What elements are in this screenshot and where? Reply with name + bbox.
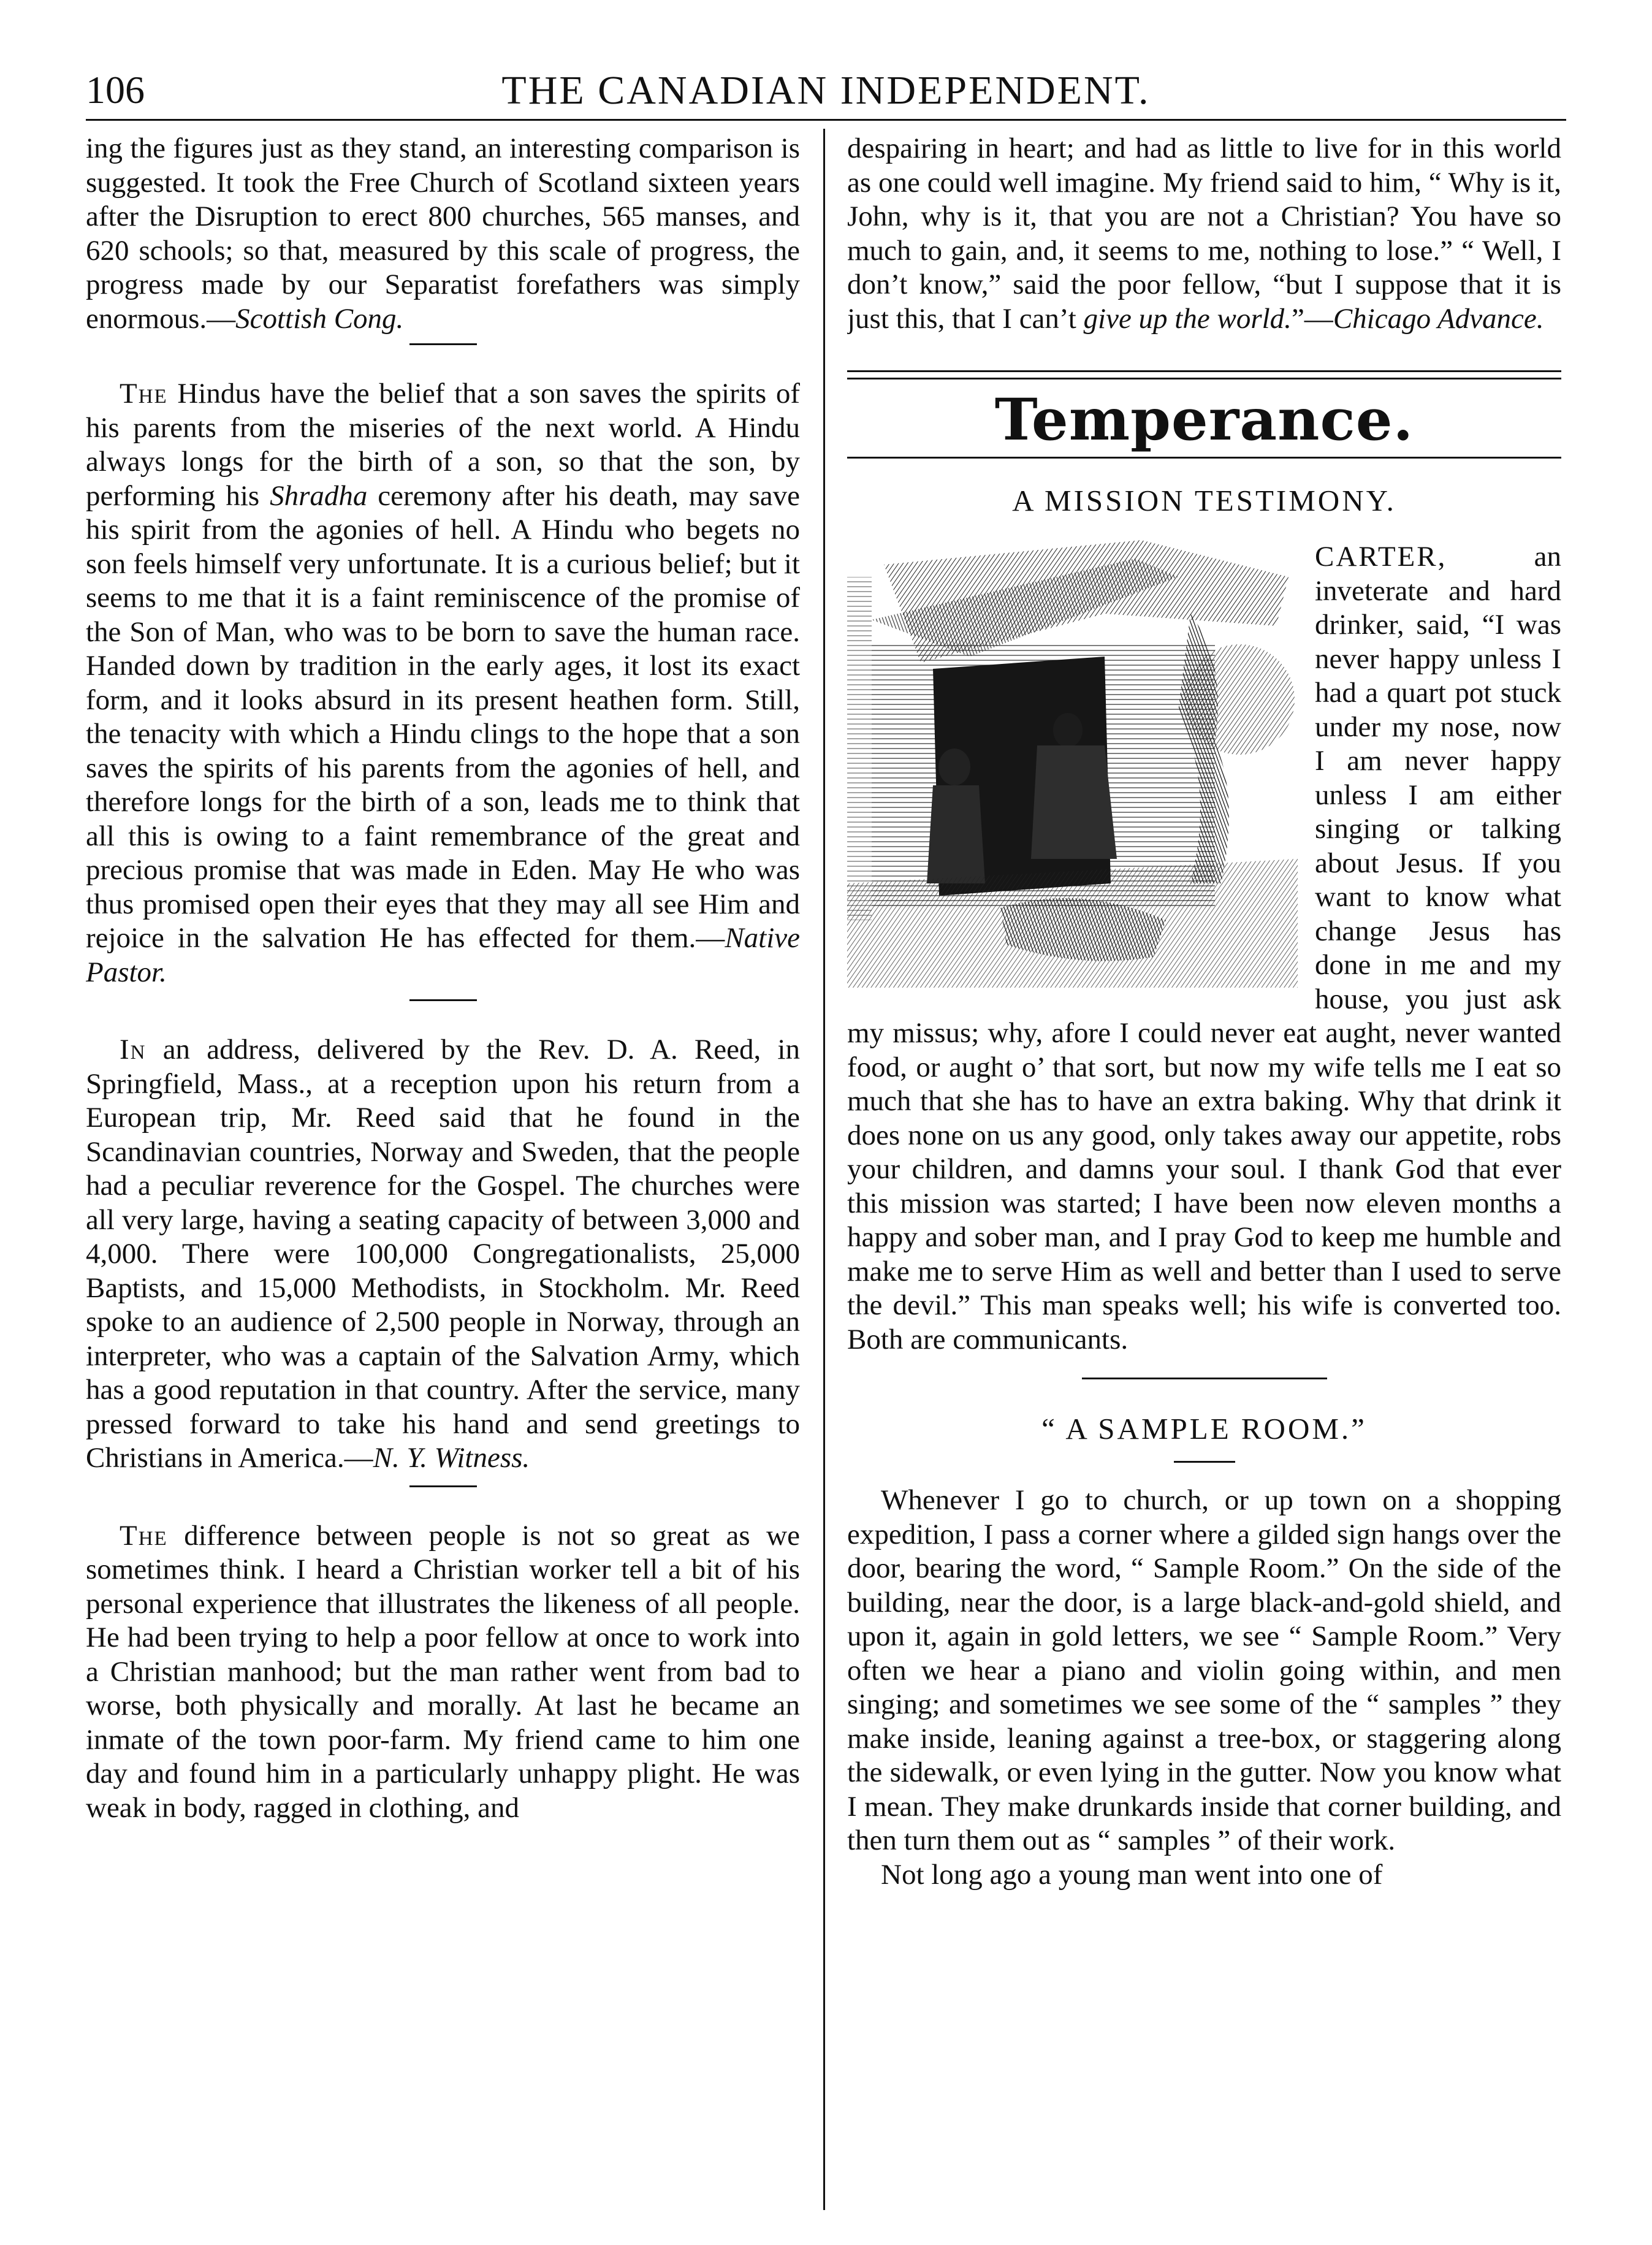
section-rule xyxy=(409,343,477,345)
section-title-temperance: Temperance. xyxy=(994,386,1414,454)
header-rule xyxy=(86,119,1566,121)
journal-title: THE CANADIAN INDEPENDENT. xyxy=(501,68,1151,113)
right-column xyxy=(847,132,1561,2216)
paragraph-sample-room: Whenever I go to church, or up town on a shopping expedition, I pass a corner where a gilded sign hangs over the door, bearing the word, “ Sample Room.” On the side of the building, near the door, is a large black-and-gold shield, and upon it, again in gold letters, we see “ Sample Room.” Very often we hear a piano and violin going within, and men singing; and sometimes we see some of the “ samples ” they make inside, leaning against a tree-box, or staggering along the sidewalk, or even lying in the gutter. Now you know what I mean. They make drunkards inside that corner building, and then turn them out as “ samples ” of their work. xyxy=(847,1484,1561,1856)
newspaper-page xyxy=(86,49,1566,2213)
section-rule xyxy=(1082,1378,1327,1379)
double-rule xyxy=(847,370,1561,379)
article-title-sample-room: “ A SAMPLE ROOM.” xyxy=(1041,1412,1367,1446)
left-column xyxy=(86,132,800,2216)
page-header xyxy=(86,49,1566,123)
engraving-illustration xyxy=(847,540,1298,988)
paragraph-difference: The difference between people is not so great as we sometimes think. I heard a Christian worker tell a bit of his personal experience that illustrates the likeness of all people. He had been trying to help a poor fellow at once to work into a Christian manhood; but the man rather went from bad to worse, both physically and morally. At last he became an inmate of the town poor-farm. My friend came to him one day and found him in a particularly unhappy plight. He was weak in body, ragged in clothing, and xyxy=(86,1519,800,1824)
paragraph-hindus: The Hindus have the belief that a son saves the spirits of his parents from the miseries of the next world. A Hindu always longs for the birth of a son, so that the son, by performing his Shradha ceremony after his death, may save his spirit from the agonies of hell. A Hindu who begets no son feels himself very unfortunate. It is a curious belief; but it seems to me that it is a faint reminiscence of the promise of the Son of Man, who was to be born to save the human race. Handed down by tradition in the early ages, it lost its exact form, and it looks absurd in its present heathen form. Still, the tenacity with which a Hindu clings to the hope that a son saves the spirits of his parents from the agonies of hell, and therefore longs for the birth of a son, leads me to think that all this is owing to a faint remembrance of the great and precious promise that was made in Eden. May He who was thus promised open their eyes that they may all see Him and rejoice in the salvation He has effected for them.—Native Pastor. xyxy=(86,378,800,988)
page-number: 106 xyxy=(86,68,145,112)
column-divider xyxy=(823,129,825,2210)
paragraph-young-man: Not long ago a young man went into one of xyxy=(881,1858,1383,1891)
paragraph-free-church: ing the figures just as they stand, an interesting comparison is suggested. It took the Free Church of Scotland sixteen years after the Disruption to erect 800 churches, 565 manses, and 620 schools; so that, measured by this scale of progress, the progress made by our Separatist forefathers was simply enormous.—Scottish Cong. xyxy=(86,132,800,335)
source-credit: N. Y. Witness. xyxy=(373,1442,530,1474)
section-rule xyxy=(409,999,477,1001)
article-title-mission-testimony: A MISSION TESTIMONY. xyxy=(1012,484,1396,517)
dropcap: CARTER, xyxy=(1315,541,1447,573)
source-credit: Scottish Cong. xyxy=(235,302,404,335)
engraving-tavern-scene xyxy=(847,540,1298,988)
source-credit: Native Pastor. xyxy=(86,922,800,988)
source-credit: Chicago Advance. xyxy=(1333,302,1544,335)
title-rule xyxy=(1174,1461,1235,1463)
paragraph-reed-address: In an address, delivered by the Rev. D. A. Reed, in Springfield, Mass., at a reception upon his return from a European trip, Mr. Reed said that he found in the Scandinavian countries, Norway and Sweden, that the people had a peculiar reverence for the Gospel. The churches were all very large, having a seating capacity of between 3,000 and 4,000. There were 100,000 Congregationalists, 25,000 Baptists, and 15,000 Methodists, in Stockholm. Mr. Reed spoke to an audience of 2,500 people in Norway, through an interpreter, who was a captain of the Salvation Army, which has a good reputation in that country. After the service, many pressed forward to take his hand and send greetings to Christians in America.—N. Y. Witness. xyxy=(86,1034,800,1474)
paragraph-continuation: despairing in heart; and had as little to live for in this world as one could well imagine. My friend said to him, “ Why is it, John, why is it, that you are not a Christian? You have so much to gain, and, it seems to me, nothing to lose.” “ Well, I don’t know,” said the poor fellow, “but I suppose that it is just this, that I can’t give up the world.”—Chicago Advance. xyxy=(847,132,1561,335)
section-title-rule xyxy=(847,457,1561,459)
section-rule xyxy=(409,1485,477,1487)
paragraph-mission-testimony: CARTER, an inveterate and hard drinker, said, “I was never happy unless I had a quart pot stuck under my nose, now I am never happy unless I am either singing or talking about Jesus. If you want to know what change Jesus has done in me and my house, you just ask my missus; why, afore I could never eat aught, never wanted food, or aught o’ that sort, but now my wife tells me I eat so much that she has to have an extra baking. Why that drink it does none on us any good, only takes away our appetite, robs your children, and damns your soul. I thank God that ever this mission was started; I have been now eleven months a happy and sober man, and I pray God to keep me humble and make me to serve Him as well and better than I used to serve the devil.” This man speaks well; his wife is converted too. Both are communicants. xyxy=(847,541,1561,1355)
